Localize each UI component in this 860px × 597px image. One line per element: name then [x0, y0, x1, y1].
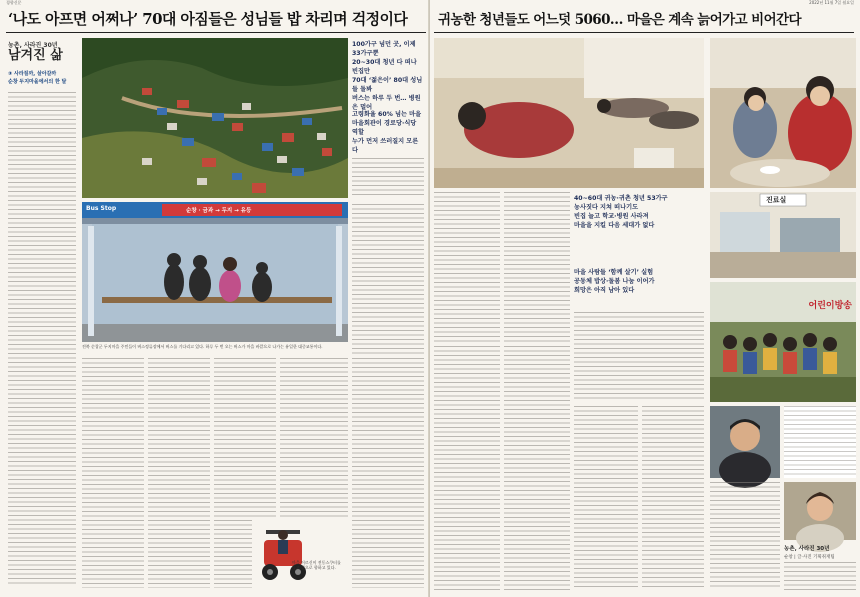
- right-article-column-2: [504, 192, 570, 342]
- clinic-sign: 진료실: [766, 196, 787, 204]
- headline-rule-right: [434, 32, 854, 33]
- section-subhead-2: 순창 두지마을에서의 한 달: [8, 79, 67, 85]
- bus-photo-caption: 전북 순창군 두지마을 주민들이 버스정류장에서 버스를 기다리고 있다. 하루 두 번 오는 버스가 마을 바깥으로 나가는 유일한 대중교통이다.: [82, 344, 323, 349]
- school-children-photo: [710, 282, 856, 402]
- right-article-column-1: [434, 192, 500, 342]
- left-pullquote-2-line: 마을회관이 경로당·식당 역할: [352, 120, 417, 136]
- headline-rule: [6, 32, 426, 33]
- left-article-column-top-right: [352, 158, 424, 198]
- right-pullquote: [574, 194, 704, 264]
- right-article-column-5: [504, 346, 570, 590]
- series-footer-box: [784, 544, 856, 590]
- right-pullquote-2-line: 공동체 밥상·돌봄 나눔 이어가: [574, 278, 655, 285]
- school-sign: 어린이방송: [808, 301, 852, 311]
- left-pullquote-line: 100가구 넘던 곳, 이제 33가구뿐: [352, 41, 416, 57]
- right-folio: 2022년 11월 7일 월요일: [809, 0, 854, 5]
- left-pullquote-line: 버스는 하루 두 번… 병원은 멀어: [352, 95, 421, 111]
- left-headline: ‘나도 아프면 어쩌나’ 70대 아짐들은 성님들 밥 차리며 걱정이다: [8, 10, 408, 28]
- left-article-column-right: [352, 204, 424, 354]
- left-pullquote-line: 70대 ‘젊은이’ 80대 성님들 돌봐: [352, 77, 423, 93]
- seniors-resting-image: [434, 38, 704, 188]
- left-folio: 경향신문: [6, 0, 22, 5]
- bus-stop-image: [82, 202, 348, 342]
- right-pullquote-2-line: 희망은 아직 남아 있다: [574, 287, 635, 294]
- series-badge: [8, 40, 76, 63]
- series-title: 농촌, 사라진 30년: [8, 42, 58, 49]
- aerial-village-image: [82, 38, 348, 198]
- portrait-man-photo: [710, 406, 780, 478]
- right-article-column-8: [710, 482, 780, 590]
- kitchen-image: [710, 38, 856, 188]
- left-article-column-6: [352, 358, 424, 588]
- series-name: 남겨진 삶: [8, 48, 63, 63]
- kitchen-photo: [710, 38, 856, 188]
- left-article-column-5: [280, 358, 348, 518]
- info-box: [784, 406, 856, 478]
- right-newspaper-page: [430, 0, 860, 597]
- series-credit: 순창 | 글·사진 기획취재팀: [784, 555, 835, 560]
- section-subhead-text: 사라질까, 살아갈까: [13, 71, 57, 77]
- clinic-photo: [710, 192, 856, 278]
- left-article-column-1: [8, 92, 76, 587]
- seniors-resting-photo: [434, 38, 704, 188]
- right-pullquote-2: [574, 268, 704, 308]
- right-headline: 귀농한 청년들도 어느덧 5060… 마을은 계속 늙어가고 비어간다: [438, 12, 801, 28]
- left-article-column-3: [148, 358, 210, 588]
- right-pullquote-2-line: 마을 사람들 ‘함께 살기’ 실험: [574, 269, 654, 276]
- section-subhead: [8, 70, 78, 77]
- route-sign: 순창 · 금과 → 두지 → 유등: [186, 208, 252, 214]
- left-pullquote-2-line: 고령화율 60% 넘는 마을: [352, 111, 422, 118]
- right-article-column-6: [574, 406, 638, 590]
- right-article-column-7: [642, 406, 704, 590]
- series-footer-text: [784, 562, 856, 590]
- series-footer-title: 농촌, 사라진 30년: [784, 546, 830, 552]
- portrait-woman-image: [784, 482, 856, 540]
- aerial-village-photo: [82, 38, 348, 198]
- scooter-caption: 마을 어르신이 전동스쿠터를 타고 집으로 향하고 있다.: [292, 560, 341, 570]
- right-pullquote-line: 빈집 늘고 학교·병원 사라져: [574, 213, 649, 220]
- right-pullquote-line: 농사짓다 지쳐 떠나기도: [574, 204, 639, 211]
- bus-stop-sign: Bus Stop: [86, 205, 117, 212]
- portrait-woman-photo: [784, 482, 856, 540]
- left-article-column-2: [82, 358, 144, 588]
- left-pullquote-2-line: 누가 먼저 쓰러질지 모른다: [352, 138, 419, 154]
- series-number: ③: [8, 71, 13, 77]
- bus-stop-photo: [82, 202, 348, 342]
- right-pullquote-line: 40~60대 귀농·귀촌 청년 53가구: [574, 195, 668, 202]
- left-pullquote-line: 20~30대 청년 다 떠나 빈집만: [352, 59, 417, 75]
- left-pullquote-2: [352, 110, 424, 154]
- right-pullquote-line: 마을을 지킬 다음 세대가 없다: [574, 222, 655, 229]
- left-pullquote: [352, 40, 424, 111]
- portrait-man-image: [710, 406, 780, 478]
- right-article-column-4: [434, 346, 500, 590]
- right-article-column-3: [574, 312, 704, 402]
